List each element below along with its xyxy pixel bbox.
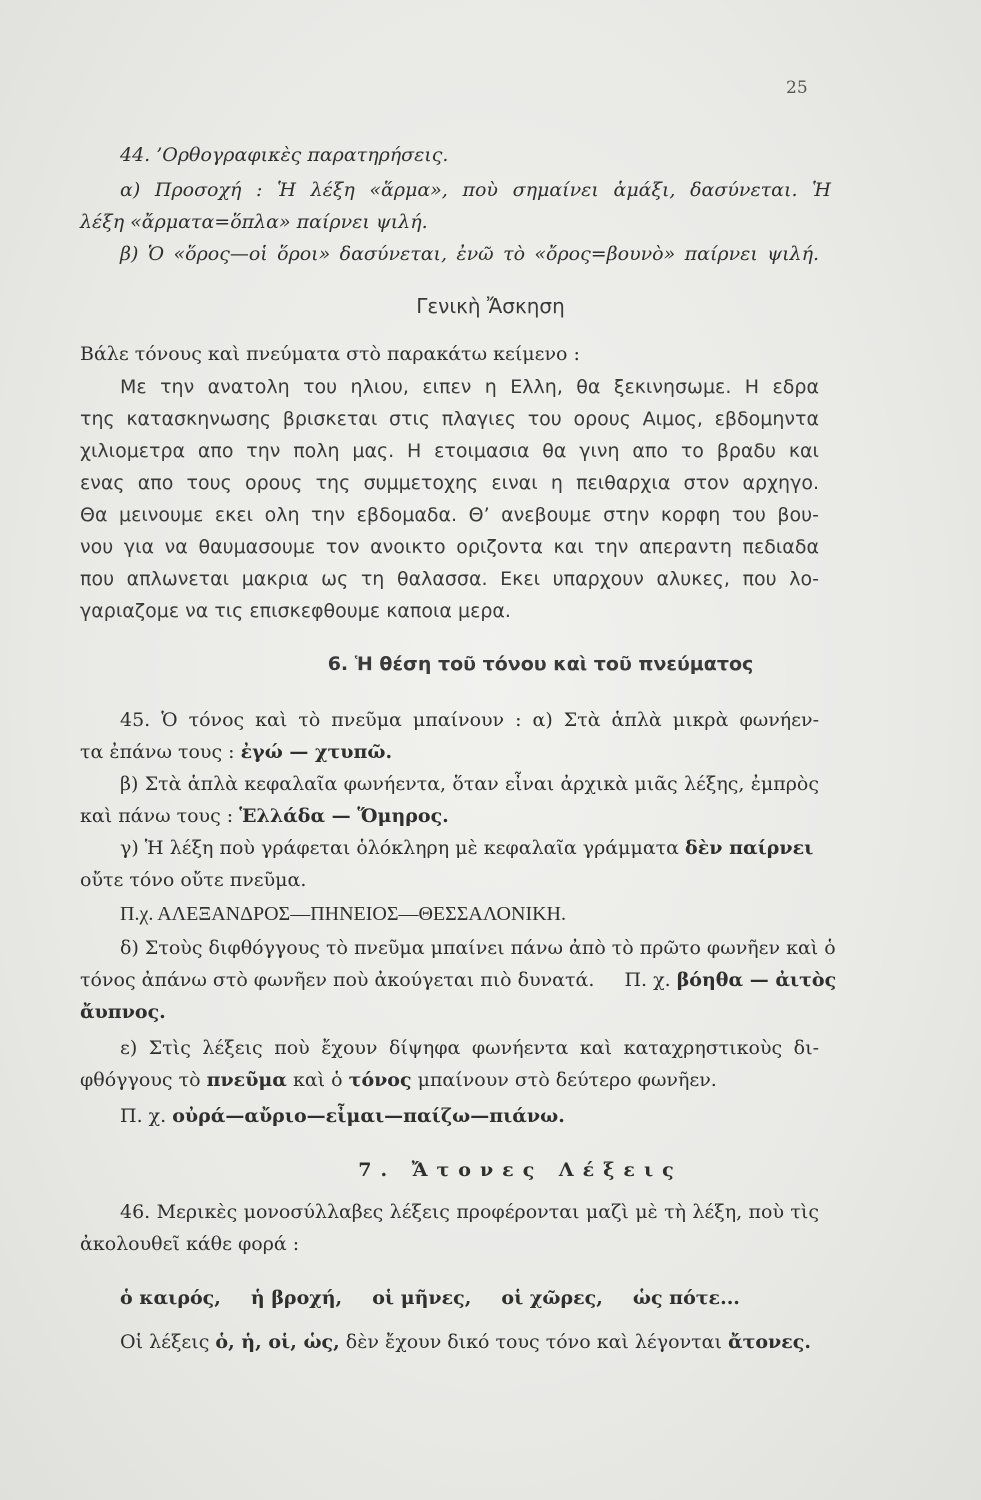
- exercise-text-line: της κατασκηνωσης βρισκεται στις πλαγιες του ορους Αιμος, εβδομηντα: [80, 408, 819, 430]
- text-fragment: γ) Ἡ λέξη ποὺ γράφεται ὁλόκληρη μὲ κεφαλαῖα γράμματα: [120, 837, 679, 859]
- bold-example: ὁ καιρός,: [120, 1287, 221, 1309]
- example-marker: Π. χ.: [120, 1105, 167, 1127]
- bold-text: δὲν παίρνει: [685, 837, 814, 859]
- text-fragment: φθόγγους τὸ: [80, 1069, 201, 1091]
- rule-d-line1: δ) Στοὺς διφθόγγους τὸ πνεῦμα μπαίνει πάνω ἀπὸ τὸ πρῶτο φωνῆεν καὶ ὁ: [120, 937, 836, 959]
- text-fragment: καὶ ὁ: [292, 1069, 343, 1091]
- bold-text: ἄτονες.: [727, 1331, 811, 1353]
- bold-example: οἱ μῆνες,: [372, 1287, 472, 1309]
- capitals-example: Π.χ. ΑΛΕΞΑΝΔΡΟΣ—ΠΗΝΕΙΟΣ—ΘΕΣΣΑΛΟΝΙΚΗ.: [120, 903, 566, 925]
- rule-b-line2: [80, 804, 831, 828]
- section-44-a-line1: α) Προσοχή : Ἡ λέξη «ἅρμα», ποὺ σημαίνει ἁμάξι, δασύνεται. Ἡ: [120, 179, 831, 201]
- bold-text: πνεῦμα: [206, 1069, 287, 1091]
- section-6-heading: 6. Ἡ θέση τοῦ τόνου καὶ τοῦ πνεύματος: [327, 653, 754, 675]
- bold-text: τόνος: [348, 1069, 412, 1091]
- section-44-title: 44. ’Ορθογραφικὲς παρατηρήσεις.: [120, 144, 449, 166]
- exercise-text-line: γαριαζομε να τις επισκεφθουμε καποια μερα.: [80, 600, 511, 622]
- rule-g-line1: [120, 836, 831, 860]
- rule-d-line2: [80, 968, 837, 992]
- text-fragment: τα ἐπάνω τους :: [80, 741, 235, 763]
- text-fragment: τόνος ἀπάνω στὸ φωνῆεν ποὺ ἀκούγεται πιὸ δυνατά.: [80, 969, 595, 991]
- bold-example: βόηθα — ἀιτὸς: [676, 969, 837, 991]
- atonic-definition: [120, 1330, 831, 1354]
- exercise-text-line: που απλωνεται μακρια ως τη θαλασσα. Εκει υπαρχουν αλυκες, που λο-: [80, 568, 819, 590]
- text-fragment: μπαίνουν στὸ δεύτερο φωνῆεν.: [417, 1069, 717, 1091]
- example-marker: Π. χ.: [624, 969, 671, 991]
- exercise-instruction: Βάλε τόνους καὶ πνεύματα στὸ παρακάτω κείμενο :: [80, 343, 580, 365]
- bold-example: Ἑλλάδα — Ὅμηρος.: [239, 805, 449, 827]
- section-44-b: β) Ὁ «ὅρος—οἱ ὅροι» δασύνεται, ἐνῶ τὸ «ὄρος=βουνὸ» παίρνει ψιλή.: [120, 243, 819, 265]
- exercise-text-line: Με την ανατολη του ηλιου, ειπεν η Ελλη, θα ξεκινησωμε. Η εδρα: [120, 376, 819, 398]
- rule-e-example: [120, 1104, 831, 1128]
- bold-example: ὡς πότε...: [632, 1287, 740, 1309]
- atonic-examples: [120, 1286, 831, 1310]
- bold-example: οἱ χῶρες,: [501, 1287, 603, 1309]
- exercise-text-line: ενας απο τους ορους της συμμετοχης ειναι η πειθαρχια στον αρχηγο.: [80, 472, 819, 494]
- rule-e-line1: ε) Στὶς λέξεις ποὺ ἔχουν δίψηφα φωνήεντα καὶ καταχρηστικοὺς δι-: [120, 1037, 819, 1059]
- exercise-heading: Γενικὴ Ἄσκηση: [416, 294, 565, 318]
- rule-d-line3: ἄυπνος.: [80, 1001, 166, 1023]
- bold-example: οὐρά—αὔριο—εἶμαι—παίζω—πιάνω.: [172, 1105, 565, 1127]
- page-number: 25: [786, 78, 808, 98]
- exercise-text-line: νου για να θαυμασουμε τον ανοικτο οριζοντα και την απεραντη πεδιαδα: [80, 536, 819, 558]
- text-fragment: δὲν ἔχουν δικό τους τόνο καὶ λέγονται: [345, 1331, 722, 1353]
- text-fragment: καὶ πάνω τους :: [80, 805, 234, 827]
- rule-g-line2: οὔτε τόνο οὔτε πνεῦμα.: [80, 869, 307, 891]
- paragraph-45-line1: 45. Ὁ τόνος καὶ τὸ πνεῦμα μπαίνουν : α) Στὰ ἁπλὰ μικρὰ φωνήεν-: [120, 709, 819, 731]
- bold-text: ὁ, ἡ, οἱ, ὡς,: [215, 1331, 340, 1353]
- bold-example: ἐγώ — χτυπῶ.: [240, 741, 393, 763]
- exercise-text-line: Θα μεινουμε εκει ολη την εβδομαδα. Θ’ ανεβουμε στην κορφη του βου-: [80, 504, 819, 526]
- bold-example: ἡ βροχή,: [250, 1287, 343, 1309]
- section-44-a-line2: λέξη «ἄρματα=ὅπλα» παίρνει ψιλή.: [80, 211, 428, 233]
- paragraph-46-line2: ἀκολουθεῖ κάθε φορά :: [80, 1233, 300, 1255]
- paragraph-46-line1: 46. Μερικὲς μονοσύλλαβες λέξεις προφέρονται μαζὶ μὲ τὴ λέξη, ποὺ τὶς: [120, 1201, 819, 1223]
- rule-b-line1: β) Στὰ ἁπλὰ κεφαλαῖα φωνήεντα, ὅταν εἶναι ἀρχικὰ μιᾶς λέξης, ἐμπρὸς: [120, 773, 819, 795]
- text-fragment: Οἱ λέξεις: [120, 1331, 210, 1353]
- section-7-heading: 7. Ἄτονες Λέξεις: [358, 1159, 683, 1181]
- rule-e-line2: [80, 1068, 831, 1092]
- exercise-text-line: χιλιομετρα απο την πολη μας. Η ετοιμασια θα γινη απο το βραδυ και: [80, 440, 819, 462]
- paragraph-45-line2: [80, 740, 831, 764]
